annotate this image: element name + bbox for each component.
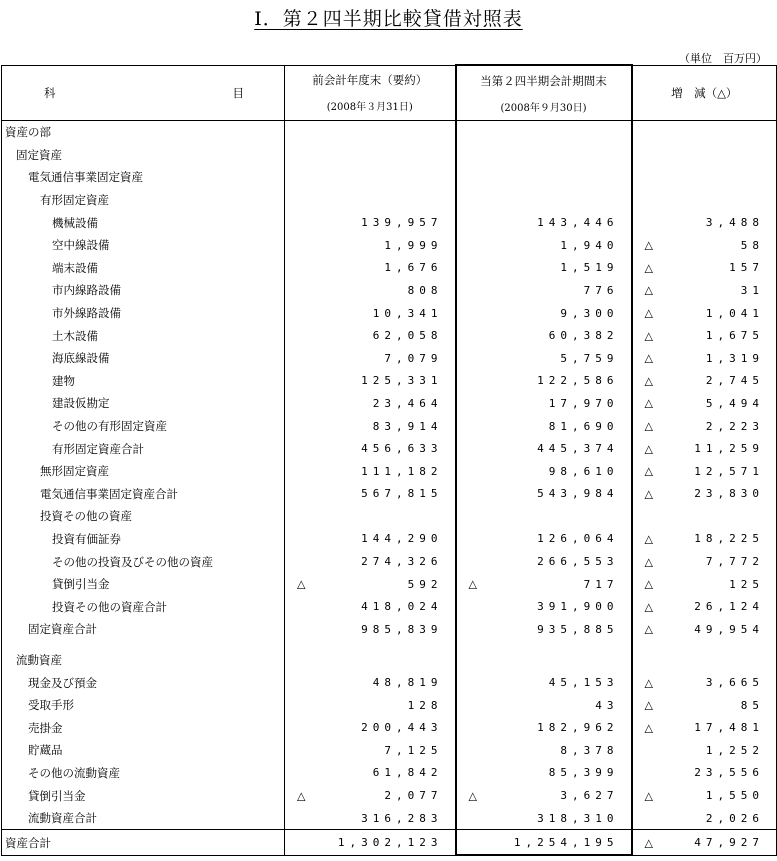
row-label: 土木設備 [2,324,285,347]
table-row [2,121,777,144]
negative-mark: △ [644,464,653,478]
prev-value [285,144,456,167]
cur-value: 776 [456,279,632,302]
diff-value [632,121,777,144]
row-label: 貸倒引当金 [2,573,285,596]
prev-value [285,189,456,212]
table-row [2,189,777,212]
negative-mark: △ [644,789,653,803]
prev-value: △ 2,077 [285,784,456,807]
cur-value [456,121,632,144]
cur-value: 5,759 [456,347,632,370]
cur-value: 1,940 [456,234,632,257]
diff-value: △ 47,927 [632,830,777,856]
diff-value: △ 17,481 [632,716,777,739]
negative-mark: △ [644,577,653,591]
row-label: 受取手形 [2,694,285,717]
prev-value: 23,464 [285,392,456,415]
prev-value: 316,283 [285,807,456,830]
diff-value [632,166,777,189]
header-cur-date: (2008年９月30日) [500,102,587,114]
prev-value [285,505,456,528]
cur-value: 935,885 [456,618,632,641]
negative-mark: △ [644,419,653,433]
negative-mark: △ [644,329,653,343]
cur-value: 266,553 [456,550,632,573]
prev-value: 200,443 [285,716,456,739]
prev-value: 1,999 [285,234,456,257]
negative-mark: △ [644,676,653,690]
row-label: 建物 [2,370,285,393]
diff-value: 1,252 [632,739,777,762]
diff-value: △ 31 [632,279,777,302]
cur-value [456,144,632,167]
prev-value: 111,182 [285,460,456,483]
table-row [2,641,777,649]
diff-value: △ 1,550 [632,784,777,807]
diff-value: △ 2,223 [632,415,777,438]
prev-value: 10,341 [285,302,456,325]
table-row [2,550,777,573]
row-label: 海底線設備 [2,347,285,370]
cur-value [456,189,632,212]
table-row [2,415,777,438]
table-row [2,437,777,460]
prev-value: 567,815 [285,483,456,506]
row-label: 電気通信事業固定資産合計 [2,483,285,506]
table-row [2,302,777,325]
prev-value [285,166,456,189]
row-label: 貯蔵品 [2,739,285,762]
diff-value: 23,556 [632,762,777,785]
table-row [2,739,777,762]
negative-mark: △ [644,532,653,546]
header-prev-label: 前会計年度末（要約） [312,73,428,88]
cur-value: 182,962 [456,716,632,739]
row-label: 空中線設備 [2,234,285,257]
diff-value: △ 3,665 [632,671,777,694]
row-label: 資産の部 [2,121,285,144]
negative-mark: △ [644,600,653,614]
prev-value: 1,302,123 [285,830,456,856]
row-label: 流動資産 [2,649,285,672]
table-row [2,649,777,672]
table-row [2,505,777,528]
diff-value: △ 18,225 [632,528,777,551]
table-row [2,144,777,167]
diff-value: △ 58 [632,234,777,257]
prev-value [285,121,456,144]
header-item [2,65,285,121]
spacer-cell [285,641,456,649]
diff-value: △ 12,571 [632,460,777,483]
negative-mark: △ [644,721,653,735]
prev-value: 48,819 [285,671,456,694]
table-row [2,324,777,347]
row-label: 機械設備 [2,211,285,234]
cur-value: 17,970 [456,392,632,415]
cur-value: 8,378 [456,739,632,762]
row-label: 有形固定資産合計 [2,437,285,460]
cur-value [456,505,632,528]
cur-value: 60,382 [456,324,632,347]
table-row [2,234,777,257]
row-label: 無形固定資産 [2,460,285,483]
table-row [2,211,777,234]
header-diff-label: 増 減（△） [671,85,738,100]
negative-mark: △ [468,577,477,591]
table-row [2,595,777,618]
table-row [2,279,777,302]
table-row [2,460,777,483]
row-label: 端末設備 [2,257,285,280]
table-row [2,671,777,694]
diff-value: △ 11,259 [632,437,777,460]
header-diff [632,65,777,121]
negative-mark: △ [644,698,653,712]
diff-value: △ 49,954 [632,618,777,641]
negative-mark: △ [644,396,653,410]
diff-value: 2,026 [632,807,777,830]
row-label: その他の投資及びその他の資産 [2,550,285,573]
header-item-left: 科 [44,85,56,100]
prev-value: △ 592 [285,573,456,596]
table-row [2,347,777,370]
prev-value: 274,326 [285,550,456,573]
row-label: 投資有価証券 [2,528,285,551]
row-label: その他の有形固定資産 [2,415,285,438]
row-label: 建設仮勘定 [2,392,285,415]
negative-mark: △ [644,442,653,456]
diff-value: △ 1,675 [632,324,777,347]
row-label: 電気通信事業固定資産 [2,166,285,189]
cur-value: 85,399 [456,762,632,785]
negative-mark: △ [644,238,653,252]
table-row [2,716,777,739]
header-cur-label: 当第２四半期会計期間末 [480,73,607,88]
row-label: 固定資産 [2,144,285,167]
cur-value [456,649,632,672]
cur-value: 43 [456,694,632,717]
header-prev [285,65,456,121]
diff-value: △ 125 [632,573,777,596]
cur-value: 81,690 [456,415,632,438]
table-row [2,528,777,551]
cur-value: 1,254,195 [456,830,632,856]
table-row [2,166,777,189]
row-label: 有形固定資産 [2,189,285,212]
table-row [2,618,777,641]
prev-value: 61,842 [285,762,456,785]
table-row [2,830,777,856]
prev-value: 985,839 [285,618,456,641]
prev-value: 62,058 [285,324,456,347]
balance-sheet-table [1,64,777,856]
row-label: 貸倒引当金 [2,784,285,807]
row-label: 売掛金 [2,716,285,739]
negative-mark: △ [297,789,306,803]
prev-value: 83,914 [285,415,456,438]
header-prev-date: (2008年３月31日) [326,102,413,114]
diff-value [632,649,777,672]
prev-value: 7,125 [285,739,456,762]
diff-value [632,144,777,167]
row-label: 固定資産合計 [2,618,285,641]
cur-value: 1,519 [456,257,632,280]
table-row [2,784,777,807]
diff-value: △ 23,830 [632,483,777,506]
prev-value: 139,957 [285,211,456,234]
diff-value: △ 5,494 [632,392,777,415]
cur-value: 143,446 [456,211,632,234]
prev-value: 1,676 [285,257,456,280]
prev-value: 125,331 [285,370,456,393]
diff-value: 3,488 [632,211,777,234]
table-row [2,370,777,393]
cur-value: 543,984 [456,483,632,506]
diff-value: △ 157 [632,257,777,280]
diff-value: △ 7,772 [632,550,777,573]
diff-value: △ 1,041 [632,302,777,325]
row-label: 資産合計 [2,830,285,856]
prev-value: 808 [285,279,456,302]
spacer-cell [632,641,777,649]
cur-value: 318,310 [456,807,632,830]
negative-mark: △ [644,261,653,275]
cur-value: 126,064 [456,528,632,551]
prev-value: 418,024 [285,595,456,618]
prev-value: 7,079 [285,347,456,370]
negative-mark: △ [644,306,653,320]
row-label: 投資その他の資産 [2,505,285,528]
prev-value: 128 [285,694,456,717]
cur-value: 98,610 [456,460,632,483]
table-row [2,807,777,830]
negative-mark: △ [644,836,653,850]
row-label: 市外線路設備 [2,302,285,325]
diff-value: △ 26,124 [632,595,777,618]
negative-mark: △ [297,577,306,591]
negative-mark: △ [468,789,477,803]
table-body [2,121,777,856]
row-label: 現金及び預金 [2,671,285,694]
negative-mark: △ [644,555,653,569]
negative-mark: △ [644,487,653,501]
negative-mark: △ [644,374,653,388]
negative-mark: △ [644,283,653,297]
page-title: Ⅰ．第２四半期比較貸借対照表 [254,8,523,30]
row-label: その他の流動資産 [2,762,285,785]
cur-value: 45,153 [456,671,632,694]
prev-value: 456,633 [285,437,456,460]
table-row [2,694,777,717]
diff-value: △ 1,319 [632,347,777,370]
table-row [2,762,777,785]
header-cur [456,65,632,121]
cur-value: 9,300 [456,302,632,325]
cur-value: 445,374 [456,437,632,460]
negative-mark: △ [644,351,653,365]
table-row [2,257,777,280]
row-label: 投資その他の資産合計 [2,595,285,618]
prev-value [285,649,456,672]
diff-value: △ 85 [632,694,777,717]
cur-value: △ 3,627 [456,784,632,807]
cur-value [456,166,632,189]
cur-value: △ 717 [456,573,632,596]
diff-value: △ 2,745 [632,370,777,393]
table-row [2,392,777,415]
unit-note: （単位 百万円） [679,52,767,65]
prev-value: 144,290 [285,528,456,551]
header-row [2,65,777,121]
row-label: 市内線路設備 [2,279,285,302]
spacer-cell [456,641,632,649]
header-item-right: 目 [232,85,244,100]
spacer-cell [2,641,285,649]
diff-value [632,189,777,212]
negative-mark: △ [644,622,653,636]
cur-value: 122,586 [456,370,632,393]
row-label: 流動資産合計 [2,807,285,830]
cur-value: 391,900 [456,595,632,618]
table-row [2,573,777,596]
diff-value [632,505,777,528]
table-row [2,483,777,506]
